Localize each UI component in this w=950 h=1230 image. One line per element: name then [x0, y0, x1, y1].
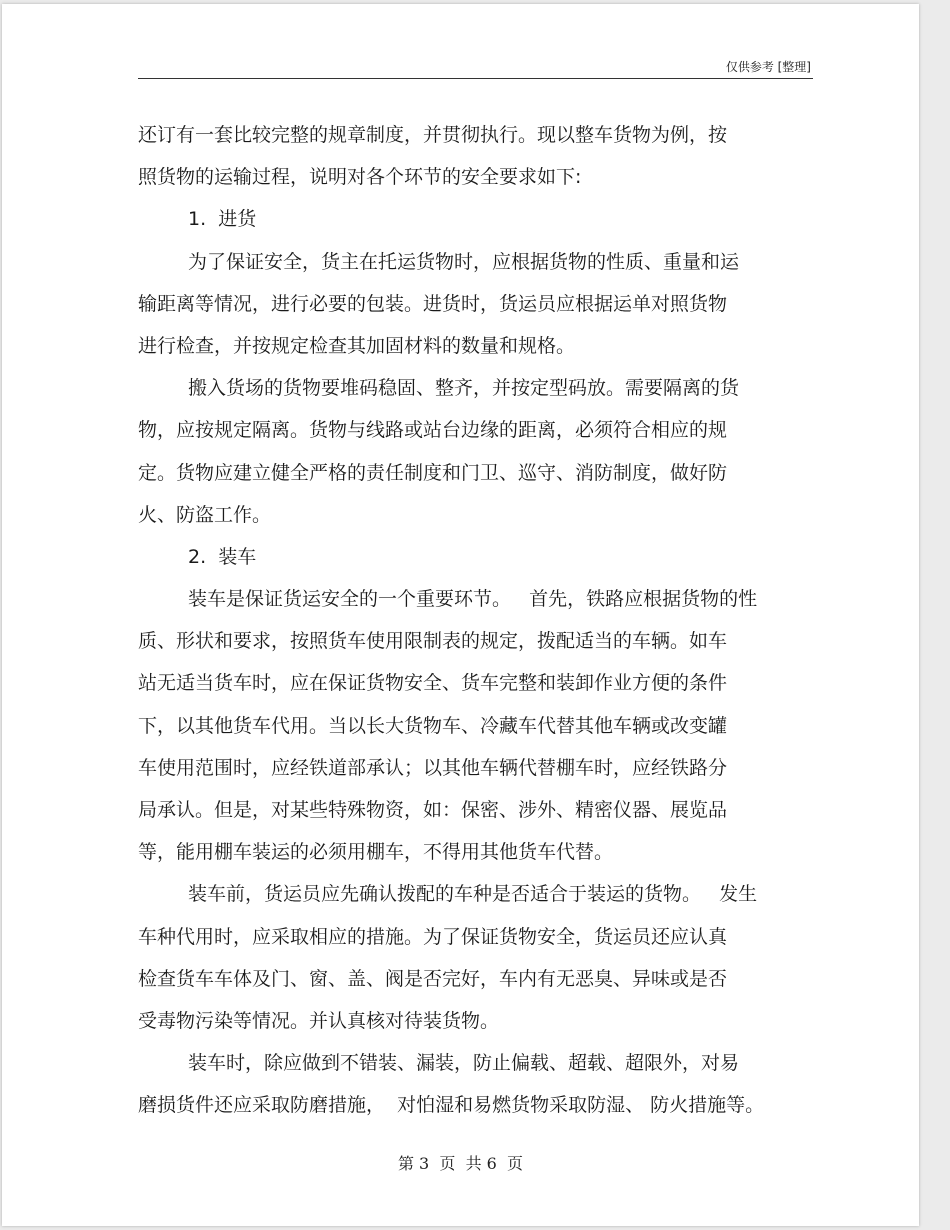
text-line: 局承认。但是，对某些特殊物资，如：保密、涉外、精密仪器、展览品: [138, 799, 728, 821]
text-line: 为了保证安全，货主在托运货物时，应根据货物的性质、重量和运: [188, 250, 740, 273]
page-number-footer: 第 3 页 共 6 页: [397, 1154, 524, 1173]
document-page: [2, 4, 919, 1226]
text-line: 火、防盗工作。: [138, 503, 272, 526]
text-line: 装车时，除应做到不错装、漏装，防止偏载、超载、超限外，对易: [188, 1052, 740, 1075]
text-line: 照货物的运输过程，说明对各个环节的安全要求如下:: [138, 166, 582, 189]
text-line: 车种代用时，应采取相应的措施。为了保证货物安全，货运员还应认真: [138, 925, 728, 948]
header-divider: [138, 78, 813, 79]
text-line: 物，应按规定隔离。货物与线路或站台边缘的距离，必须符合相应的规: [138, 419, 728, 442]
text-line: 下，以其他货车代用。当以长大货物车、冷藏车代替其他车辆或改变罐: [138, 714, 728, 737]
document-body: [138, 114, 838, 1127]
text-line: 车使用范围时，应经铁道部承认；以其他车辆代替棚车时，应经铁路分: [138, 756, 728, 779]
text-line: 进行检查，并按规定检查其加固材料的数量和规格。: [138, 334, 576, 357]
text-line: 受毒物污染等情况。并认真核对待装货物。: [138, 1009, 500, 1032]
text-line: 检查货车车体及门、窗、盖、阀是否完好，车内有无恶臭、异味或是否: [138, 967, 728, 990]
text-line: 输距离等情况，进行必要的包装。进货时，货运员应根据运单对照货物: [138, 292, 728, 315]
text-line: 装车是保证货运安全的一个重要环节。 首先，铁路应根据货物的性: [188, 588, 758, 611]
text-line: 装车前，货运员应先确认拨配的车种是否适合于装运的货物。 发生: [188, 883, 758, 906]
text-line: 质、形状和要求，按照货车使用限制表的规定，拨配适当的车辆。如车: [138, 630, 728, 653]
text-line: 搬入货场的货物要堆码稳固、整齐，并按定型码放。需要隔离的货: [188, 377, 740, 400]
page-header: 仅供参考 [整理]: [725, 60, 811, 74]
text-line: 还订有一套比较完整的规章制度，并贯彻执行。现以整车货物为例，按: [138, 124, 728, 146]
text-line: 等，能用棚车装运的必须用棚车，不得用其他货车代替。: [138, 841, 614, 864]
text-line: 磨损货件还应采取防磨措施， 对怕湿和易燃货物采取防湿、 防火措施等。: [138, 1094, 765, 1117]
section-heading: 1. 进货: [188, 208, 257, 231]
text-line: 定。货物应建立健全严格的责任制度和门卫、巡守、消防制度，做好防: [138, 461, 728, 484]
section-heading: 2. 装车: [188, 545, 257, 568]
text-line: 站无适当货车时，应在保证货物安全、货车完整和装卸作业方便的条件: [138, 672, 728, 695]
